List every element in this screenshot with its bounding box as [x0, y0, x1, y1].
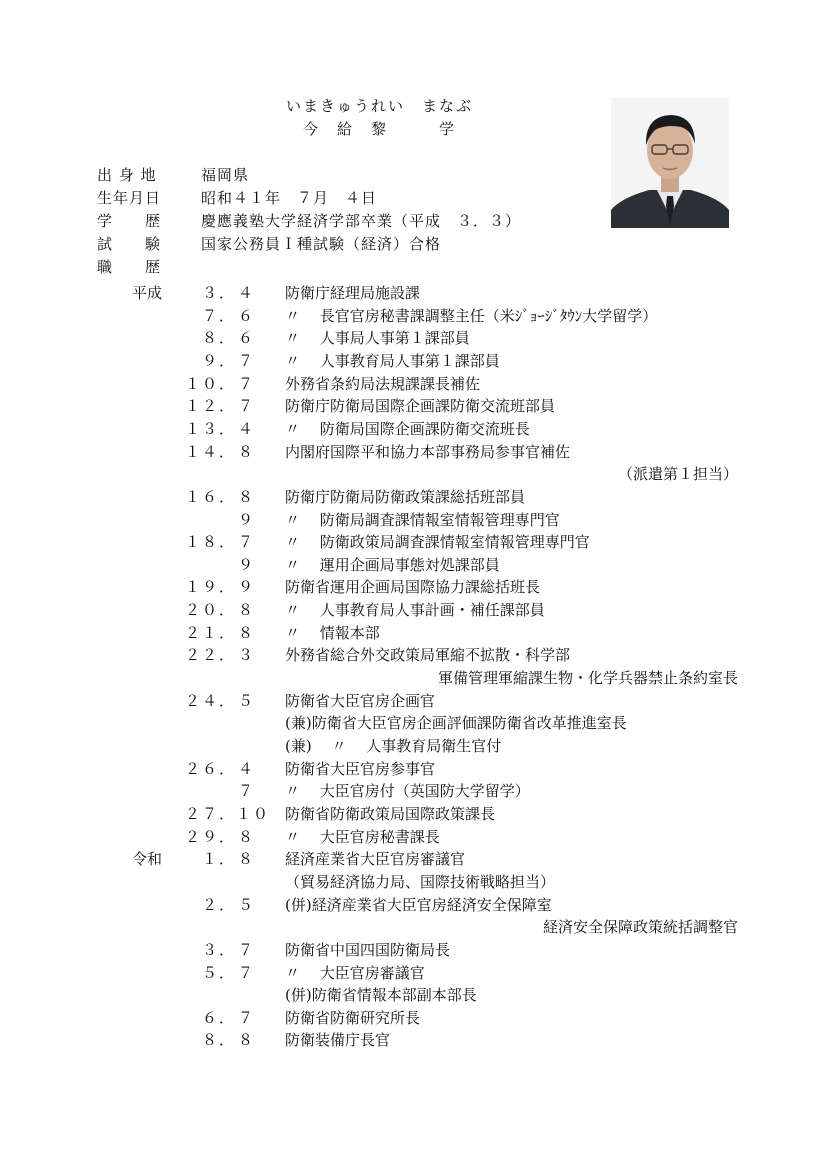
career-month: ８ — [238, 488, 256, 506]
career-year: ２９． — [184, 828, 236, 846]
career-text: 防衛省防衛政策局国際政策課長 — [285, 805, 496, 823]
portrait-photo — [611, 98, 729, 228]
career-year: ９． — [201, 352, 236, 370]
career-year: ８． — [201, 329, 236, 347]
career-year: １９． — [184, 578, 236, 596]
career-month: ４ — [238, 420, 256, 438]
career-year: １２． — [184, 397, 236, 415]
career-month: ７ — [238, 964, 256, 982]
career-text-continued: 経済安全保障政策統括調整官 — [542, 918, 738, 936]
career-text: (兼)防衛省大臣官房企画評価課防衛省改革推進室長 — [285, 714, 627, 732]
career-text: 〃 長官官房秘書課調整主任（米ｼﾞｮｰｼﾞﾀｳﾝ大学留学） — [285, 307, 658, 325]
career-year: １６． — [184, 488, 236, 506]
career-text: 防衛省大臣官房企画官 — [285, 692, 436, 710]
career-text: （貿易経済協力局、国際技術戦略担当） — [285, 873, 556, 891]
profile-label: 出 身 地 — [97, 166, 157, 184]
career-text: 防衛省中国四国防衛局長 — [285, 941, 451, 959]
career-month: ７ — [238, 375, 256, 393]
career-text: 〃 人事教育局人事計画・補任課部員 — [285, 601, 545, 619]
career-text-continued: 軍備管理軍縮課生物・化学兵器禁止条約室長 — [437, 669, 738, 687]
career-year: １． — [201, 850, 236, 868]
career-month: ６ — [238, 307, 256, 325]
profile-value: 福岡県 — [201, 166, 250, 184]
career-month: ５ — [238, 896, 256, 914]
career-month: ８ — [238, 828, 256, 846]
career-text: 〃 人事教育局人事第１課部員 — [285, 352, 500, 370]
career-year: １３． — [184, 420, 236, 438]
career-month: ６ — [238, 329, 256, 347]
career-text: 防衛省運用企画局国際協力課総括班長 — [285, 578, 541, 596]
career-month: ８ — [238, 850, 256, 868]
career-year: ２７． — [184, 805, 236, 823]
career-text: 防衛省大臣官房参事官 — [285, 760, 436, 778]
career-text: (兼) 〃 人事教育局衛生官付 — [285, 737, 502, 755]
career-month: ８ — [238, 1031, 256, 1049]
career-year: ６． — [201, 1009, 236, 1027]
career-month: ９ — [238, 578, 256, 596]
career-text: 〃 大臣官房秘書課長 — [285, 828, 440, 846]
profile-value: 昭和４１年 ７月 ４日 — [201, 189, 378, 207]
career-year: ２． — [201, 896, 236, 914]
career-text: 〃 防衛局調査課情報室情報管理専門官 — [285, 511, 560, 529]
career-month: ９ — [238, 511, 256, 529]
career-year: ２２． — [184, 646, 236, 664]
career-month: ４ — [238, 760, 256, 778]
career-era: 平成 — [132, 284, 163, 302]
career-text: 外務省条約局法規課課長補佐 — [285, 375, 481, 393]
career-year: ３． — [201, 284, 236, 302]
career-month: ８ — [238, 443, 256, 461]
career-month: ８ — [238, 624, 256, 642]
profile-label: 学 歴 — [97, 212, 162, 230]
career-text: 防衛庁防衛局防衛政策課総括班部員 — [285, 488, 526, 506]
career-text: 〃 運用企画局事態対処課部員 — [285, 556, 500, 574]
portrait-image — [611, 98, 729, 228]
career-year: １８． — [184, 533, 236, 551]
profile-value: 慶應義塾大学経済学部卒業（平成 ３．３） — [201, 212, 522, 230]
career-month: ９ — [238, 556, 256, 574]
career-text: 〃 大臣官房付（英国防大学留学） — [285, 782, 530, 800]
career-year: ２１． — [184, 624, 236, 642]
career-text: 防衛装備庁長官 — [285, 1031, 391, 1049]
profile-label: 職 歴 — [97, 258, 162, 276]
career-year: ２０． — [184, 601, 236, 619]
career-era: 令和 — [132, 850, 163, 868]
career-text: (併)経済産業省大臣官房経済安全保障室 — [285, 896, 552, 914]
career-month: ７ — [238, 533, 256, 551]
career-text: 〃 大臣官房審議官 — [285, 964, 425, 982]
career-text: 防衛庁防衛局国際企画課防衛交流班部員 — [285, 397, 556, 415]
career-year: ５． — [201, 964, 236, 982]
career-month: ８ — [238, 601, 256, 619]
career-text: 経済産業省大臣官房審議官 — [285, 850, 466, 868]
name-kanji: 今 給 黎 学 — [303, 120, 457, 138]
profile-label: 生年月日 — [97, 189, 162, 207]
career-text: (併)防衛省情報本部副本部長 — [285, 986, 477, 1004]
career-month: ７ — [238, 397, 256, 415]
career-year: ７． — [201, 307, 236, 325]
career-month: １０ — [236, 805, 271, 823]
career-month: ７ — [238, 352, 256, 370]
career-month: ７ — [238, 1009, 256, 1027]
career-year: ２４． — [184, 692, 236, 710]
career-text: 外務省総合外交政策局軍縮不拡散・科学部 — [285, 646, 571, 664]
career-year: ３． — [201, 941, 236, 959]
profile-label: 試 験 — [97, 235, 162, 253]
career-text: 〃 防衛政策局調査課情報室情報管理専門官 — [285, 533, 590, 551]
profile-value: 国家公務員Ｉ種試験（経済）合格 — [201, 235, 442, 253]
career-year: ８． — [201, 1031, 236, 1049]
career-month: ３ — [238, 646, 256, 664]
career-text: 〃 防衛局国際企画課防衛交流班長 — [285, 420, 530, 438]
career-text-continued: （派遣第１担当） — [617, 465, 738, 483]
career-month: ５ — [238, 692, 256, 710]
career-year: ２６． — [184, 760, 236, 778]
career-year: １０． — [184, 375, 236, 393]
career-text: 防衛省防衛研究所長 — [285, 1009, 421, 1027]
career-year: １４． — [184, 443, 236, 461]
career-month: ７ — [238, 782, 256, 800]
career-month: ４ — [238, 284, 256, 302]
career-text: 防衛庁経理局施設課 — [285, 284, 421, 302]
career-text: 〃 情報本部 — [285, 624, 380, 642]
name-reading: いまきゅうれい まなぶ — [286, 97, 474, 115]
career-text: 〃 人事局人事第１課部員 — [285, 329, 470, 347]
career-text: 内閣府国際平和協力本部事務局参事官補佐 — [285, 443, 571, 461]
career-month: ７ — [238, 941, 256, 959]
